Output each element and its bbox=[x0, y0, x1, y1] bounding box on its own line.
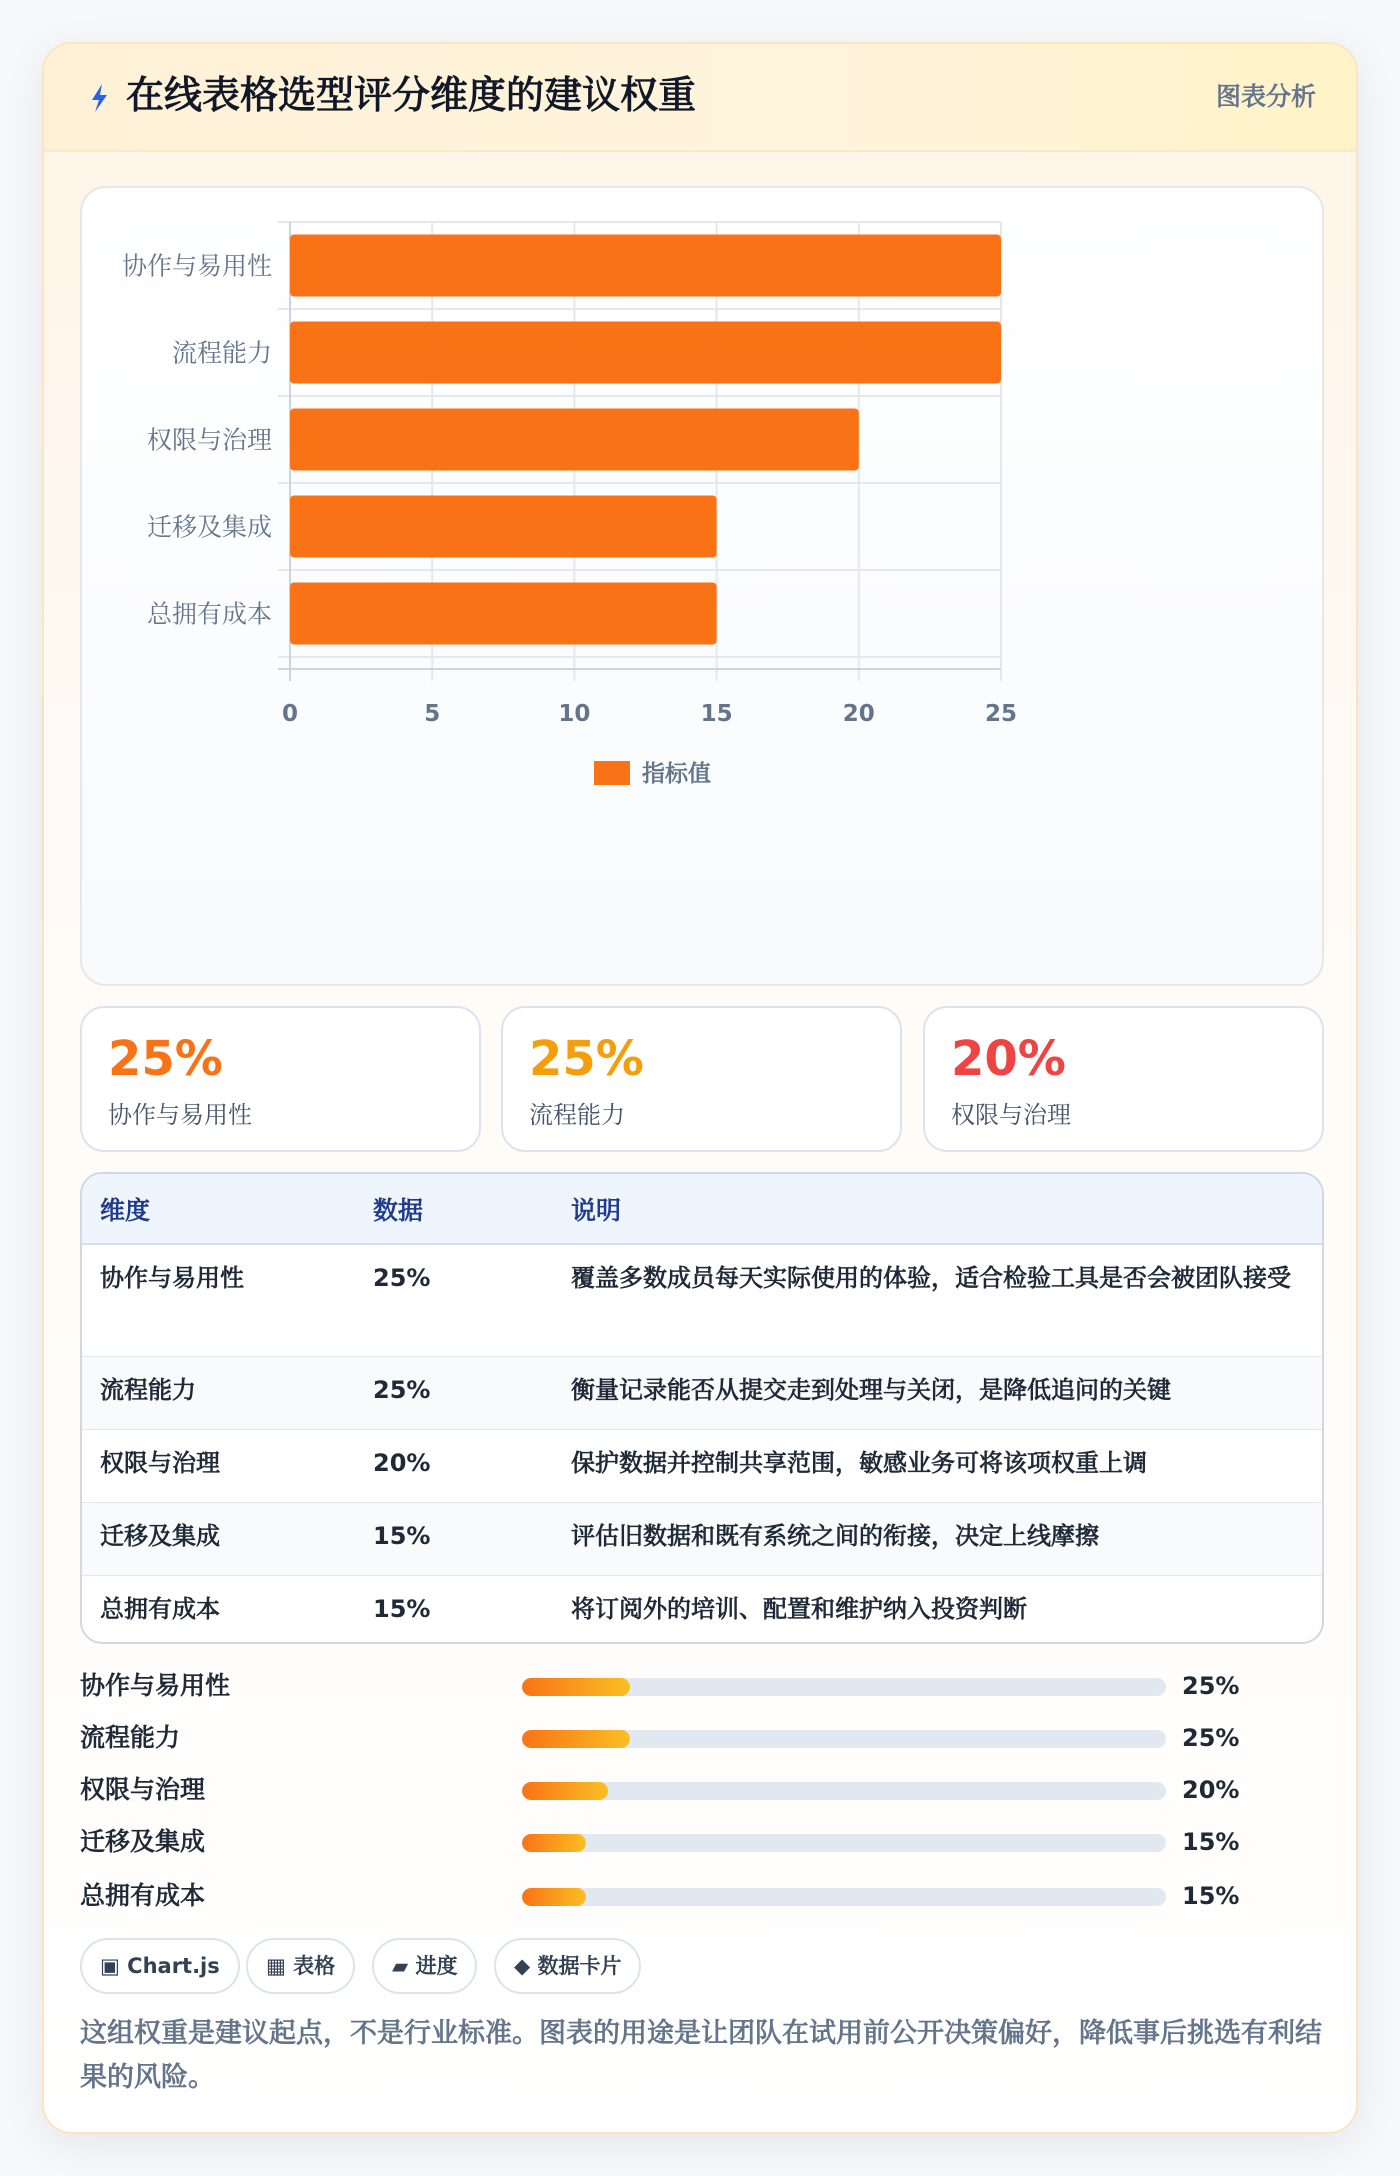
x-tick-label: 10 bbox=[558, 701, 591, 727]
stat-value: 25% bbox=[108, 1031, 223, 1087]
page-title: 在线表格选型评分维度的建议权重 bbox=[126, 73, 697, 117]
square-icon: ▣ bbox=[100, 1954, 120, 1978]
table-row bbox=[82, 1502, 1322, 1575]
progress-fill bbox=[522, 1678, 630, 1696]
column-header: 维度 bbox=[82, 1174, 355, 1244]
progress-track bbox=[522, 1782, 1166, 1800]
table-header-row bbox=[82, 1174, 1322, 1244]
progress-row bbox=[80, 1822, 1324, 1862]
category-badge: 图表分析 bbox=[1215, 82, 1316, 111]
progress-label: 权限与治理 bbox=[80, 1775, 206, 1804]
card-header bbox=[44, 44, 1356, 152]
table-cell-dimension: 迁移及集成 bbox=[82, 1502, 355, 1575]
bar-chart-panel bbox=[80, 186, 1324, 986]
progress-value: 15% bbox=[1182, 1882, 1240, 1910]
progress-track bbox=[522, 1678, 1166, 1696]
stat-value: 20% bbox=[951, 1031, 1066, 1087]
table-cell-data: 25% bbox=[355, 1244, 553, 1356]
stat-card bbox=[501, 1006, 902, 1152]
progress-list bbox=[80, 1666, 1324, 1936]
category-label: 协作与易用性 bbox=[121, 251, 272, 281]
chip-label: 进度 bbox=[415, 1954, 458, 1978]
grid-icon: ▦ bbox=[266, 1954, 286, 1978]
footer-note: 这组权重是建议起点，不是行业标准。图表的用途是让团队在试用前公开决策偏好，降低事后挑选有利结果的风险。 bbox=[80, 2018, 1322, 2093]
stat-label: 权限与治理 bbox=[951, 1101, 1071, 1129]
stat-label: 流程能力 bbox=[529, 1101, 625, 1129]
category-label: 权限与治理 bbox=[146, 425, 272, 455]
progress-fill bbox=[522, 1782, 608, 1800]
progress-track bbox=[522, 1730, 1166, 1748]
stat-label: 协作与易用性 bbox=[108, 1101, 252, 1129]
progress-fill bbox=[522, 1834, 586, 1852]
table-row bbox=[82, 1244, 1322, 1356]
diamond-icon: ◆ bbox=[514, 1954, 531, 1978]
progress-label: 迁移及集成 bbox=[80, 1827, 206, 1856]
progress-row bbox=[80, 1666, 1324, 1706]
chip-progress[interactable] bbox=[372, 1938, 477, 1994]
data-table bbox=[80, 1172, 1324, 1644]
stat-value: 25% bbox=[529, 1031, 644, 1087]
table-cell-note: 将订阅外的培训、配置和维护纳入投资判断 bbox=[571, 1594, 1027, 1623]
table-cell-dimension: 总拥有成本 bbox=[100, 1594, 220, 1623]
table-row bbox=[82, 1575, 1322, 1644]
chip-chartjs[interactable] bbox=[80, 1938, 240, 1994]
column-header: 数据 bbox=[355, 1174, 553, 1244]
table-cell-note: 衡量记录能否从提交走到处理与关闭，是降低追问的关键 bbox=[553, 1356, 1322, 1429]
table-cell-data: 25% bbox=[355, 1356, 553, 1429]
progress-label: 总拥有成本 bbox=[80, 1881, 206, 1910]
table-row bbox=[82, 1356, 1322, 1429]
report-card bbox=[42, 42, 1358, 2134]
x-tick-label: 15 bbox=[700, 701, 733, 727]
progress-track bbox=[522, 1888, 1166, 1906]
bar-chart bbox=[82, 188, 1326, 988]
bar bbox=[290, 322, 1001, 384]
stat-card bbox=[80, 1006, 481, 1152]
tag-chips bbox=[80, 1938, 1324, 1994]
bar bbox=[290, 583, 717, 645]
legend-swatch bbox=[594, 761, 630, 785]
chip-label: 数据卡片 bbox=[537, 1954, 622, 1978]
chip-table[interactable] bbox=[246, 1938, 355, 1994]
parallelogram-icon: ▰ bbox=[392, 1954, 409, 1978]
progress-label: 协作与易用性 bbox=[80, 1671, 231, 1700]
stat-cards bbox=[80, 1006, 1324, 1152]
progress-row bbox=[80, 1718, 1324, 1758]
progress-value: 15% bbox=[1182, 1828, 1240, 1856]
table-cell-note: 评估旧数据和既有系统之间的衔接，决定上线摩擦 bbox=[553, 1502, 1322, 1575]
x-tick-label: 25 bbox=[984, 701, 1018, 727]
bar bbox=[290, 409, 859, 471]
category-label: 流程能力 bbox=[171, 338, 272, 368]
legend-label: 指标值 bbox=[642, 761, 711, 787]
progress-fill bbox=[522, 1730, 630, 1748]
table-cell-note: 覆盖多数成员每天实际使用的体验，适合检验工具是否会被团队接受 bbox=[553, 1244, 1322, 1356]
progress-value: 25% bbox=[1182, 1724, 1240, 1752]
progress-fill bbox=[522, 1888, 586, 1906]
category-label: 总拥有成本 bbox=[146, 599, 272, 629]
chip-data-cards[interactable] bbox=[494, 1938, 641, 1994]
bar bbox=[290, 235, 1001, 297]
table-row bbox=[82, 1429, 1322, 1502]
chip-label: Chart.js bbox=[127, 1954, 220, 1978]
lightning-icon bbox=[84, 78, 114, 118]
table-cell-note: 保护数据并控制共享范围，敏感业务可将该项权重上调 bbox=[553, 1429, 1322, 1502]
table-cell-dimension: 权限与治理 bbox=[82, 1429, 355, 1502]
table-cell-dimension: 协作与易用性 bbox=[82, 1244, 355, 1356]
progress-value: 25% bbox=[1182, 1672, 1240, 1700]
table-cell-data: 15% bbox=[355, 1502, 553, 1575]
progress-value: 20% bbox=[1182, 1776, 1240, 1804]
table-cell-data: 20% bbox=[355, 1429, 553, 1502]
chip-label: 表格 bbox=[293, 1954, 336, 1978]
table-cell-dimension: 流程能力 bbox=[82, 1356, 355, 1429]
table-cell-data: 15% bbox=[373, 1594, 431, 1623]
progress-row bbox=[80, 1770, 1324, 1810]
x-tick-label: 20 bbox=[842, 701, 875, 727]
stat-card bbox=[923, 1006, 1324, 1152]
progress-track bbox=[522, 1834, 1166, 1852]
x-tick-label: 0 bbox=[281, 701, 299, 727]
bar bbox=[290, 496, 717, 558]
category-label: 迁移及集成 bbox=[146, 512, 272, 542]
x-tick-label: 5 bbox=[424, 701, 441, 727]
progress-row bbox=[80, 1876, 1324, 1916]
progress-label: 流程能力 bbox=[80, 1723, 181, 1752]
column-header: 说明 bbox=[553, 1174, 1322, 1244]
